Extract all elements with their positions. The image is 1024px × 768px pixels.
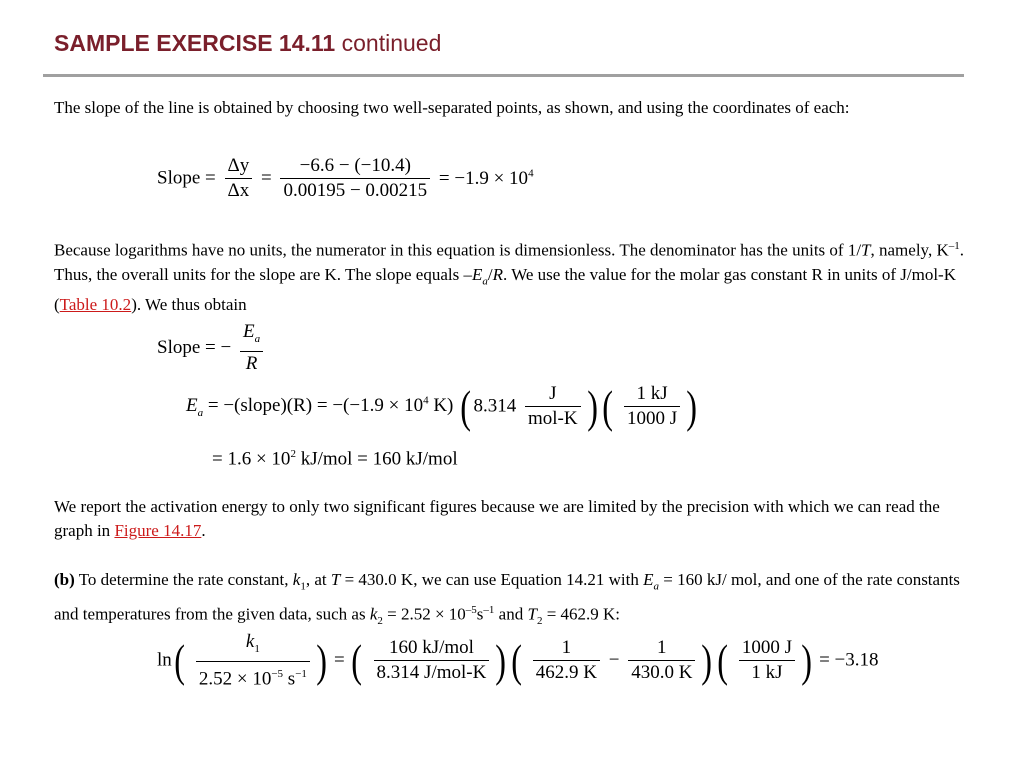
equation-slope-ea: Slope = − $\frac{E_a}{R}$ — [157, 320, 267, 376]
paragraph-significant-figures: We report the activation energy to only two significant figures because we are limited by the precision with which we can read the graph in Figure 14.17. — [54, 497, 940, 540]
equation-rate-constant: ln( $\frac{k_1}{2.52 \times 10^{-5} s^{-1}}$ ) = ( $\frac{\text{160 kJ/mol}}{\text{8.314 J/mol-K}}$ )( $\frac{1}{462.9 K}$ − $\frac{1}{430.0 K}$ )( $\frac{1000 J}{1 kJ}$ ) = −3.18 — [157, 631, 879, 690]
eq1-frac-values-den: 0.00195 − 0.00215 — [283, 180, 428, 201]
eq1-frac-delta — [225, 154, 253, 203]
paragraph-slope-intro: The slope of the line is obtained by choosing two well-separated points, as shown, and using the coordinates of each: — [54, 98, 850, 117]
title-rest: continued — [335, 30, 442, 56]
eq5-frac-ea-r: $\frac{\text{160 kJ/mol}}{\text{8.314 J/mol-K}}$ — [374, 636, 490, 685]
eq1-lhs: Slope = — [157, 167, 216, 189]
table-10-2-link[interactable]: Table 10.2 — [59, 295, 132, 315]
eq1-frac-delta-den: Δx — [227, 180, 250, 201]
paragraph-part-b: (b) To determine the rate constant, $k_1$, at T = 430.0 K, we can use Equation 14.21 with $E_a = 160$ kJ/ mol, and one of the rate constants and temperatures from the given data, such as $k_2 = 2.52 \times 10^{-5}s^{-1}$ and $T_2 = 462.9$ K: — [54, 570, 960, 628]
title-divider — [43, 74, 964, 77]
eq5-frac-inv-t2: $\frac{1}{430.0 K}$ — [628, 636, 695, 685]
eq3-frac-units: $\frac{J}{\text{mol-K}}$ — [525, 382, 581, 431]
eq1-frac-values — [280, 154, 430, 203]
eq5-frac-conversion: $\frac{1000 J}{1 kJ}$ — [739, 636, 795, 685]
equation-ea-calc: $E_a$ = −(slope)(R) = $-(-1.9 \times 10^4$ K) ( 8.314 $\frac{J}{\text{mol-K}}$ )( $\frac{1 kJ}{1000 J}$ ) — [186, 380, 698, 432]
equation-ea-result: = $1.6 \times 10^2$ kJ/mol = 160 kJ/mol — [212, 448, 458, 470]
eq1-frac-values-num: −6.6 − (−10.4) — [280, 154, 430, 179]
eq5-frac-inv-t1: $\frac{1}{462.9 K}$ — [533, 636, 600, 685]
eq3-frac-conversion: $\frac{1 kJ}{1000 J}$ — [624, 382, 680, 431]
eq1-frac-delta-num: Δy — [225, 154, 253, 179]
paragraph-units: Because logarithms have no units, the numerator in this equation is dimensionless. The denominator has the units of 1/T, namely, $K^{-1}$. Thus, the overall units for the slope are K. The slope equals $-E_a/R$. We use the value for the molar gas constant R in units of J/mol-K (Table 10.2). We thus obtain — [54, 240, 964, 315]
eq1-rhs: = $-1.9 \times 10^4$ — [438, 167, 534, 189]
figure-14-17-link[interactable]: Figure 14.17 — [114, 521, 202, 540]
eq5-frac-k: $\frac{k_1}{2.52 \times 10^{-5} s^{-1}}$ — [196, 630, 310, 691]
page-title — [54, 30, 441, 57]
title-bold: SAMPLE EXERCISE 14.11 — [54, 30, 336, 56]
eq2-frac: $\frac{E_a}{R}$ — [240, 320, 263, 376]
equation-slope: Slope = $\frac{\Delta y}{\Delta x}$ = $\frac{-6.6 - (-10.4)}{0.00195 - 0.00215}$ = $-1.9 \times 10^4$ — [157, 155, 534, 201]
